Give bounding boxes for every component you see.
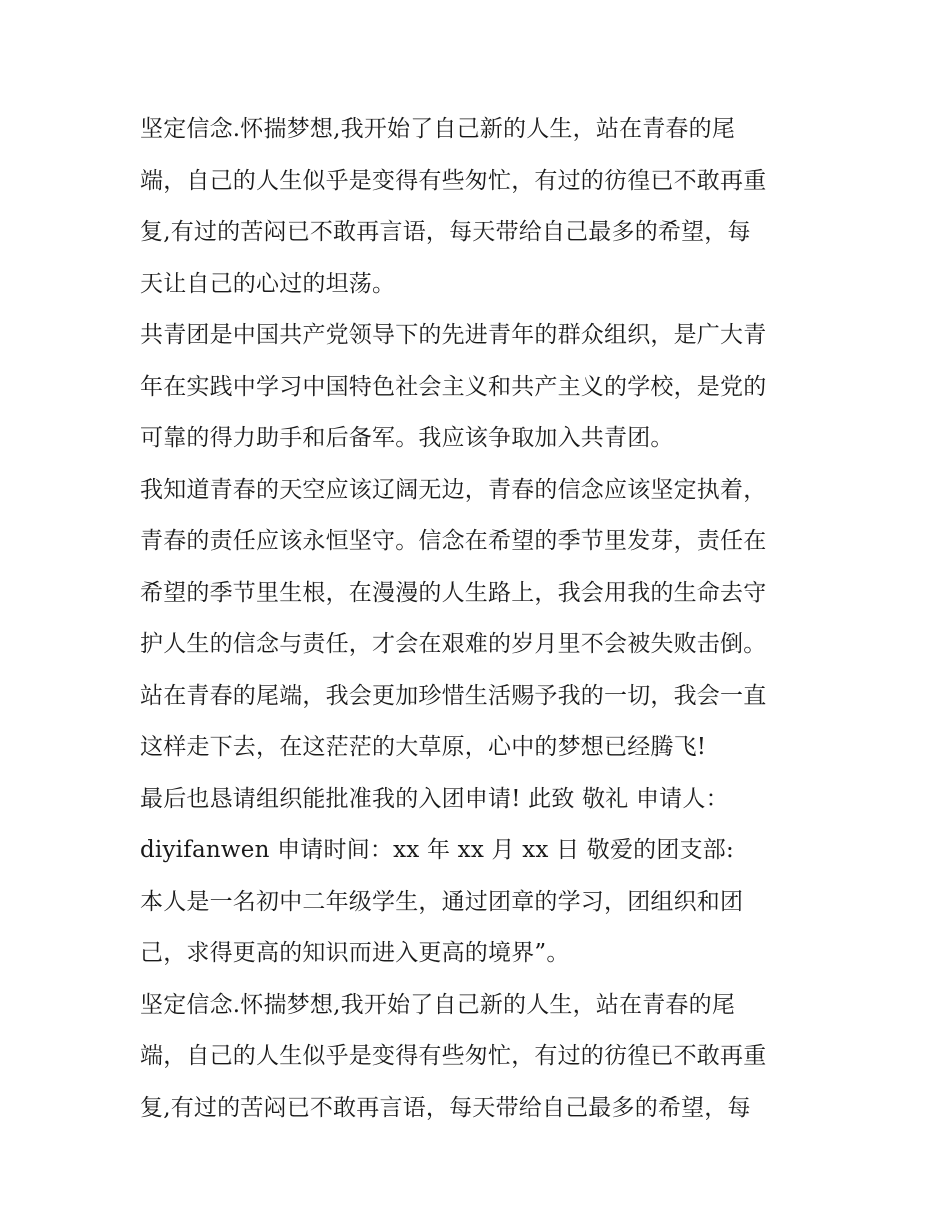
text-line: 端，自己的人生似乎是变得有些匆忙，有过的彷徨已不敢再重	[140, 167, 767, 194]
text-line: diyifanwen 申请时间：xx 年 xx 月 xx 日 敬爱的团支部:	[140, 837, 734, 863]
text-line: 护人生的信念与责任，才会在艰难的岁月里不会被失败击倒。	[140, 631, 767, 657]
text-line: 天让自己的心过的坦荡。	[140, 270, 396, 297]
text-line: 站在青春的尾端，我会更加珍惜生活赐予我的一切，我会一直	[140, 682, 767, 709]
text-line: 最后也恳请组织能批准我的入团申请! 此致 敬礼 申请人：	[140, 785, 729, 812]
text-line: 我知道青春的天空应该辽阔无边，青春的信念应该坚定执着，	[140, 476, 767, 503]
text-line: 坚定信念.怀揣梦想,我开始了自己新的人生，站在青春的尾	[140, 116, 736, 142]
text-line: 共青团是中国共产党领导下的先进青年的群众组织，是广大青	[140, 322, 767, 348]
text-line: 复,有过的苦闷已不敢再言语，每天带给自己最多的希望，每	[140, 1094, 751, 1121]
text-line: 可靠的得力助手和后备军。我应该争取加入共青团。	[140, 425, 674, 451]
text-line: 复,有过的苦闷已不敢再言语，每天带给自己最多的希望，每	[140, 219, 751, 245]
text-line: 本人是一名初中二年级学生，通过团章的学习，团组织和团	[140, 888, 744, 915]
text-line: 青春的责任应该永恒坚守。信念在希望的季节里发芽，责任在	[140, 528, 767, 554]
text-line: 这样走下去，在这茫茫的大草原，心中的梦想已经腾飞!	[140, 734, 707, 760]
text-line: 己，求得更高的知识而进入更高的境界”。	[140, 940, 570, 966]
text-line: 希望的季节里生根，在漫漫的人生路上，我会用我的生命去守	[140, 579, 767, 606]
text-line: 坚定信念.怀揣梦想,我开始了自己新的人生，站在青春的尾	[140, 991, 736, 1018]
document-body	[140, 104, 830, 1134]
text-line: 年在实践中学习中国特色社会主义和共产主义的学校，是党的	[140, 373, 767, 400]
text-line: 端，自己的人生似乎是变得有些匆忙，有过的彷徨已不敢再重	[140, 1043, 767, 1069]
